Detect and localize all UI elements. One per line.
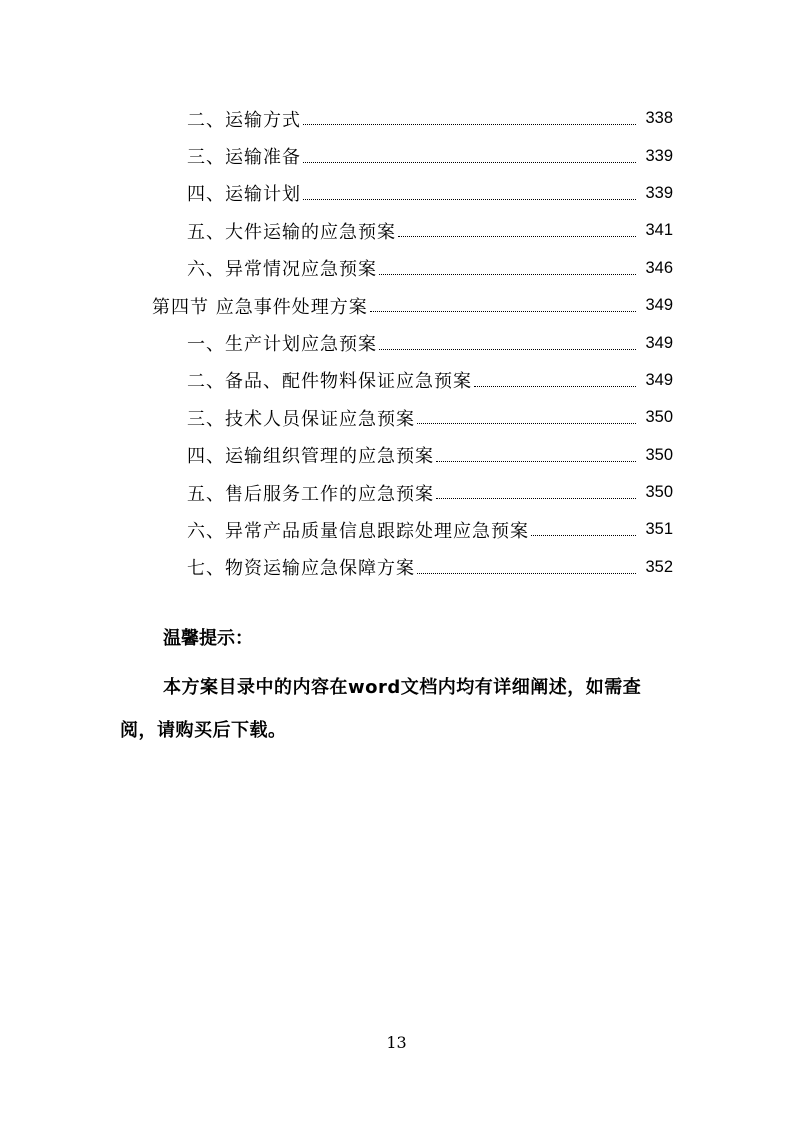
toc-entry-label: 二、备品、配件物料保证应急预案 (187, 371, 472, 393)
toc-dot-leader (531, 535, 636, 536)
toc-entry-page: 351 (645, 520, 673, 539)
toc-entry-page: 346 (645, 258, 673, 277)
toc-dot-leader (303, 162, 636, 163)
toc-dot-leader (436, 498, 636, 499)
toc-entry-label: 六、异常情况应急预案 (187, 259, 377, 281)
toc-entry[interactable] (0, 175, 793, 212)
toc-entry-label: 六、异常产品质量信息跟踪处理应急预案 (187, 520, 529, 542)
toc-dot-leader (303, 199, 636, 200)
toc-entry-label: 二、运输方式 (187, 109, 301, 131)
toc-entry-page: 352 (645, 557, 673, 576)
toc-entry-page: 339 (645, 183, 673, 202)
toc-entry-label: 五、售后服务工作的应急预案 (187, 483, 434, 505)
toc-entry[interactable] (0, 437, 793, 474)
toc-entry[interactable] (0, 549, 793, 586)
toc-entry[interactable] (0, 474, 793, 511)
toc-dot-leader (379, 274, 636, 275)
toc-entry-label: 七、物资运输应急保障方案 (187, 558, 415, 580)
toc-entry-page: 349 (645, 296, 673, 315)
toc-entry-label: 第四节 应急事件处理方案 (152, 296, 368, 318)
toc-entry[interactable] (0, 399, 793, 436)
notice-body: 本方案目录中的内容在word文档内均有详细阐述，如需查阅，请购买后下载。 (120, 677, 642, 741)
toc-entry[interactable] (0, 250, 793, 287)
toc-entry-page: 339 (645, 146, 673, 165)
notice-block (120, 620, 675, 752)
toc-entry-label: 一、生产计划应急预案 (187, 334, 377, 356)
toc-entry[interactable] (0, 137, 793, 174)
toc-dot-leader (436, 461, 636, 462)
toc-dot-leader (417, 573, 636, 574)
toc-entry-page: 338 (645, 109, 673, 128)
toc-entry-label: 四、运输组织管理的应急预案 (187, 446, 434, 468)
toc-entry-page: 349 (645, 370, 673, 389)
toc-entry[interactable] (0, 511, 793, 548)
toc-entry-page: 350 (645, 445, 673, 464)
table-of-contents (0, 100, 793, 586)
toc-entry-label: 三、技术人员保证应急预案 (187, 408, 415, 430)
toc-dot-leader (398, 236, 636, 237)
toc-dot-leader (370, 311, 636, 312)
toc-dot-leader (417, 423, 636, 424)
toc-entry-page: 349 (645, 333, 673, 352)
toc-entry[interactable] (0, 362, 793, 399)
toc-entry-page: 350 (645, 408, 673, 427)
toc-entry-page: 341 (645, 221, 673, 240)
toc-section-entry[interactable] (0, 287, 793, 324)
page-number: 13 (386, 1033, 407, 1052)
toc-entry-page: 350 (645, 483, 673, 502)
toc-dot-leader (303, 124, 636, 125)
toc-entry-label: 三、运输准备 (187, 147, 301, 169)
toc-entry[interactable] (0, 212, 793, 249)
toc-entry[interactable] (0, 324, 793, 361)
toc-entry[interactable] (0, 100, 793, 137)
toc-entry-label: 四、运输计划 (187, 184, 301, 206)
notice-title: 温馨提示： (163, 628, 253, 649)
toc-dot-leader (379, 349, 636, 350)
toc-entry-label: 五、大件运输的应急预案 (187, 221, 396, 243)
toc-dot-leader (474, 386, 636, 387)
